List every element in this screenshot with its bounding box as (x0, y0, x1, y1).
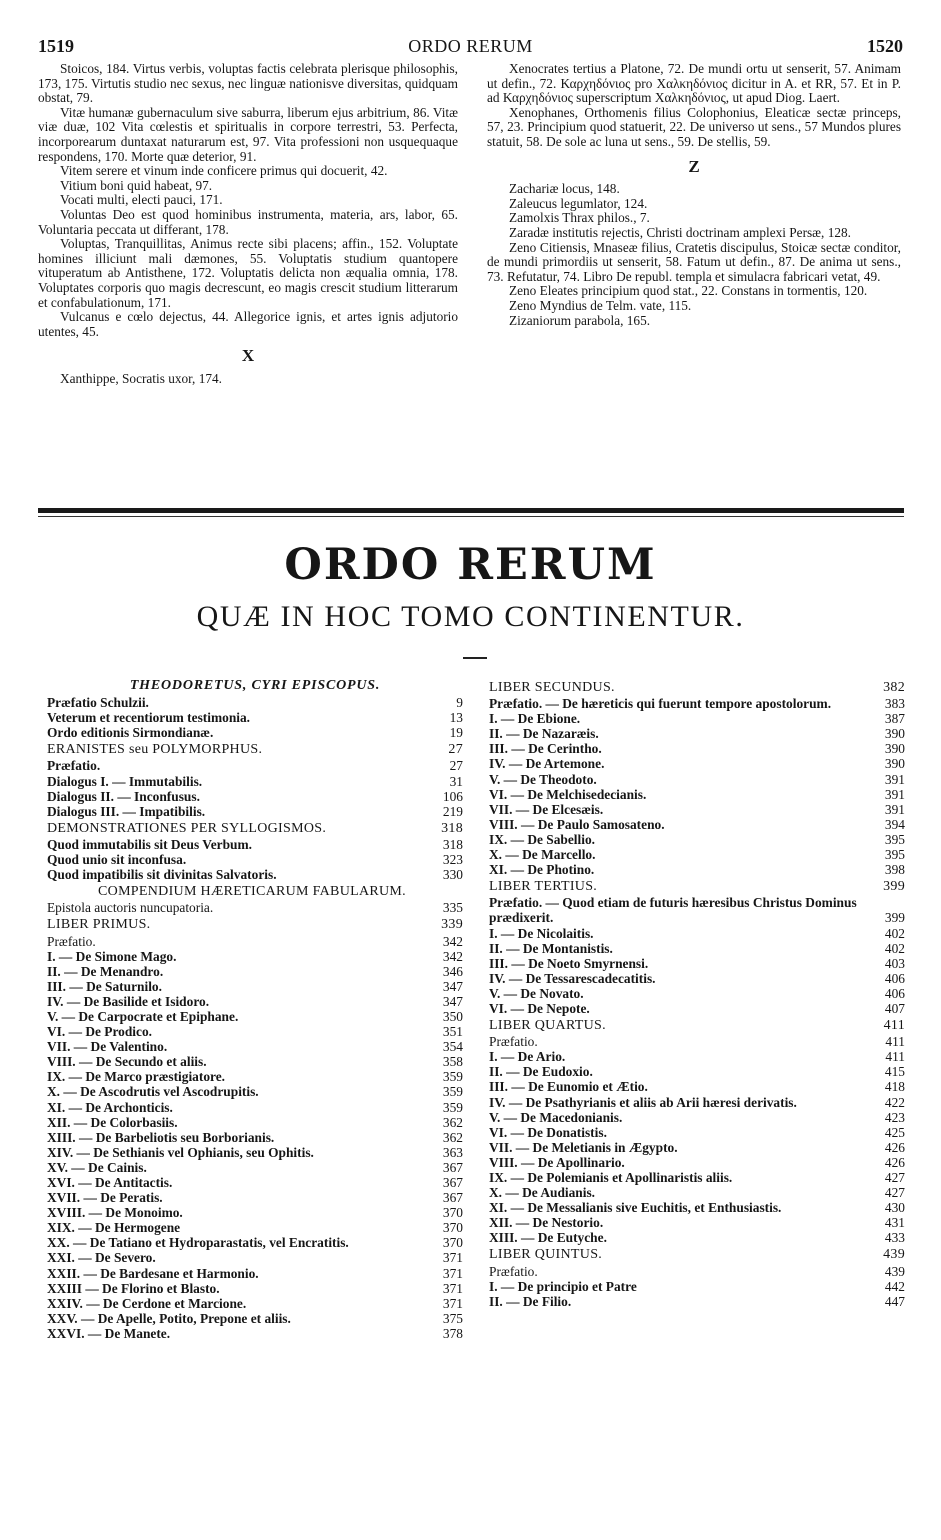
index-entries-x (38, 372, 458, 387)
contents-subtitle: QUÆ IN HOC TOMO CONTINENTUR. (196, 600, 745, 633)
toc-entry-title: Quod unio sit inconfusa. (47, 852, 187, 868)
toc-entry (47, 837, 463, 852)
toc-entry (489, 1264, 905, 1279)
toc-entry (47, 695, 463, 710)
toc-section-heading (489, 879, 905, 894)
toc-entry-page: 406 (884, 985, 905, 1001)
toc-entry-page: 426 (884, 1139, 905, 1155)
toc-entry (489, 1140, 905, 1155)
index-letter-x: X (241, 346, 255, 366)
toc-entry (47, 758, 463, 773)
toc-entry-page: 31 (449, 773, 463, 789)
toc-entry (47, 1145, 463, 1160)
toc-entry (489, 1200, 905, 1215)
index-entry: Vocati multi, electi pauci, 171. (60, 192, 223, 208)
toc-entry-title: III. — De Eunomio et Ætio. (489, 1079, 648, 1095)
toc-entry-title: I. — De principio et Patre (489, 1278, 637, 1294)
toc-entry (47, 1130, 463, 1145)
toc-entry (47, 1326, 463, 1341)
toc-entry-title: LIBER TERTIUS. (489, 879, 598, 895)
toc-entry-page: 407 (884, 1000, 905, 1016)
toc-entry-title: VIII. — De Apollinario. (489, 1154, 625, 1170)
toc-entry-title: DEMONSTRATIONES PER SYLLOGISMOS. (47, 820, 327, 836)
toc-entry-page: 415 (884, 1064, 905, 1080)
toc-entry-title: XXIV. — De Cerdone et Marcione. (47, 1295, 247, 1311)
toc-entry (47, 1084, 463, 1099)
running-head (38, 36, 903, 58)
toc-entry (47, 979, 463, 994)
toc-entry (489, 926, 905, 941)
toc-entry-title: V. — De Theodoto. (489, 771, 597, 787)
toc-entry-page: 106 (442, 788, 463, 804)
toc-entry (489, 1079, 905, 1094)
index-entries-z (487, 182, 901, 328)
toc-entry-page: 362 (442, 1129, 463, 1145)
toc-entry (489, 1155, 905, 1170)
toc-entry (489, 1001, 905, 1016)
toc-entry-title: IX. — De Marco præstigiatore. (47, 1069, 226, 1085)
toc-entry (47, 1069, 463, 1084)
toc-entry-page: 411 (885, 1049, 905, 1065)
toc-entry-title: IV. — De Artemone. (489, 756, 605, 772)
toc-entry-title: XV. — De Cainis. (47, 1159, 147, 1175)
toc-entry (47, 1205, 463, 1220)
toc-entry-title: VI. — De Donatistis. (489, 1124, 607, 1140)
toc-entry-title: IX. — De Sabellio. (489, 831, 596, 847)
toc-entry (489, 1125, 905, 1140)
toc-entry (47, 949, 463, 964)
toc-entry-title: XIX. — De Hermogene (47, 1220, 181, 1236)
toc-entry-page: 370 (442, 1205, 463, 1221)
toc-entry-title: Præfatio. (47, 933, 96, 949)
index-column-right (487, 62, 901, 328)
toc-entry (489, 986, 905, 1001)
toc-entry-page: 219 (442, 803, 463, 819)
toc-entry-title: XIII. — De Eutyche. (489, 1230, 607, 1246)
index-entry: Xanthippe, Socratis uxor, 174. (60, 370, 222, 386)
toc-entry-page: 425 (884, 1124, 905, 1140)
toc-entry-page: 27 (448, 742, 463, 758)
section-divider-thick (38, 508, 904, 513)
toc-entry-title: X. — De Marcello. (489, 847, 596, 863)
index-entry: Zeno Citiensis, Mnaseæ filius, Cratetis discipulus, Stoicæ sectæ conditor, de mundi primordiis ut senserit, 58. Fatum ut defin., 87. De anima ut sens., 73. Refutatur, 74. Libro De republ. templa et simulacra fabricari vetat, 49. (487, 239, 901, 284)
toc-entry (47, 1296, 463, 1311)
toc-entry (489, 1034, 905, 1049)
toc-entry-title: Dialogus III. — Impatibilis. (47, 803, 206, 819)
toc-section-heading (489, 1018, 905, 1033)
toc-entry-title: II. — De Nazaræis. (489, 726, 599, 742)
toc-entry (489, 1049, 905, 1064)
toc-entry-page: 399 (883, 879, 905, 895)
toc-entry-title: LIBER PRIMUS. (47, 917, 151, 933)
toc-entry-title: Præfatio. (489, 1034, 538, 1050)
toc-entry (489, 832, 905, 847)
toc-entry-title: XXII. — De Bardesane et Harmonio. (47, 1265, 259, 1281)
toc-entry-page: 346 (442, 963, 463, 979)
toc-entry (489, 847, 905, 862)
toc-entry (489, 1185, 905, 1200)
toc-entry-page: 367 (442, 1159, 463, 1175)
toc-entry-title: II. — De Eudoxio. (489, 1064, 593, 1080)
toc-entry (47, 804, 463, 819)
toc-entry-page: 391 (884, 786, 905, 802)
toc-section-heading (47, 917, 463, 932)
toc-entry (47, 964, 463, 979)
toc-entry-title: Præfatio. (47, 758, 101, 774)
toc-entry-title: Præfatio. — Quod etiam de futuris hæresibus Christus Dominus prædixerit. (489, 895, 857, 926)
index-entry: Xenophanes, Orthomenis filius Colophonius, Eleaticæ sectæ princeps, 57, 23. Principium quod statuerit, 22. De universo ut sens., 57 Mundos plures statuit, 58. De sole ac luna ut sens., 59. De stellis, 59. (487, 104, 901, 149)
toc-entry (489, 741, 905, 756)
index-entry: Vitium boni quid habeat, 97. (60, 177, 213, 193)
toc-entry-title: VI. — De Nepote. (489, 1000, 590, 1016)
toc-entry-page: 395 (884, 847, 905, 863)
toc-entry-page: 351 (442, 1024, 463, 1040)
toc-entry-page: 391 (884, 801, 905, 817)
toc-entry-page: 359 (442, 1084, 463, 1100)
toc-column-left (47, 678, 463, 1341)
toc-entry (47, 1220, 463, 1235)
toc-entry-page: 406 (884, 970, 905, 986)
toc-entry-title: Præfatio. (489, 1263, 538, 1279)
toc-entry (489, 1294, 905, 1309)
toc-entry (489, 1095, 905, 1110)
toc-entry (489, 895, 905, 925)
toc-entry-title: IV. — De Psathyrianis et aliis ab Arii hæresi derivatis. (489, 1094, 797, 1110)
index-entry: Zizaniorum parabola, 165. (509, 312, 651, 328)
toc-entry-page: 382 (883, 680, 905, 695)
toc-entry-title: VII. — De Elcesæis. (489, 801, 604, 817)
toc-entry-title: Dialogus II. — Inconfusus. (47, 788, 200, 804)
toc-entry-title: COMPENDIUM HÆRETICARUM FABULARUM. (98, 884, 406, 900)
toc-entry-title: XXIII — De Florino et Blasto. (47, 1280, 220, 1296)
toc-entry-title: Veterum et recentiorum testimonia. (47, 710, 251, 726)
toc-entry (489, 1279, 905, 1294)
toc-section-heading (47, 742, 463, 757)
page-number-left: 1519 (38, 36, 74, 56)
toc-entry-page: 375 (442, 1310, 463, 1326)
toc-entry-title: LIBER QUINTUS. (489, 1247, 603, 1263)
toc-entry-title: XVI. — De Antitactis. (47, 1175, 173, 1190)
toc-entry-page: 390 (884, 741, 905, 757)
toc-entry-page: 27 (449, 758, 463, 774)
index-entry: Voluptas, Tranquillitas, Animus recte sibi placens; affin., 152. Voluptate homines illiciunt mali dæmones, 55. Voluptatis studium quantopere vituperatum ab Antisthene, 172. Voluptatis delicta non æqualia omnia, 178. Voluptates corporis quo magis decrescunt, eo magis crescit studium litterarum et confabulationum, 171. (38, 236, 458, 310)
toc-entry-title: VII. — De Valentino. (47, 1039, 168, 1055)
toc-entry-page: 323 (442, 852, 463, 868)
toc-entry-page: 371 (442, 1250, 463, 1266)
toc-entry-page: 371 (442, 1280, 463, 1296)
toc-entry-page: 387 (884, 711, 905, 727)
toc-entry-page: 427 (884, 1170, 905, 1185)
toc-entry-title: IX. — De Polemianis et Apollinaristis aliis. (489, 1170, 733, 1185)
toc-entry-page: 390 (884, 726, 905, 742)
toc-entry-title: II. — De Menandro. (47, 963, 164, 979)
toc-entry (47, 1160, 463, 1175)
toc-entry (47, 774, 463, 789)
toc-entry-page: 347 (442, 993, 463, 1009)
toc-entry (47, 994, 463, 1009)
toc-entry-title: VIII. — De Paulo Samosateno. (489, 816, 665, 832)
toc-entry-page: 363 (442, 1144, 463, 1160)
toc-entry-page: 439 (884, 1263, 905, 1279)
toc-entry (47, 1190, 463, 1205)
index-entry: Xenocrates tertius a Platone, 72. De mundi ortu ut senserit, 57. Animam ut defin., 72. Καρχηδόνιος pro Χαλκηδόνιος dicitur in A. et RR, 57. Et in P. ad Καρχηδόνιος superscriptum Χαλκηδόνιος, ut apud Diog. Laert. (487, 61, 901, 106)
toc-entry (47, 1115, 463, 1130)
toc-entry-title: XVII. — De Peratis. (47, 1190, 163, 1206)
toc-entry (489, 1215, 905, 1230)
toc-entry-page: 354 (442, 1039, 463, 1055)
toc-entry-page: 423 (884, 1109, 905, 1125)
toc-entry (489, 1230, 905, 1245)
index-entries-x-cont (487, 62, 901, 150)
toc-entry (489, 696, 905, 711)
toc-entry-page: 371 (442, 1295, 463, 1311)
toc-entry-page: 402 (884, 940, 905, 956)
toc-entry (47, 1175, 463, 1190)
toc-entry-title: IV. — De Basilide et Isidoro. (47, 993, 210, 1009)
toc-entry (489, 862, 905, 877)
toc-entry (47, 1009, 463, 1024)
toc-entry-title: XXV. — De Apelle, Potito, Prepone et aliis. (47, 1310, 291, 1326)
index-column-left (38, 62, 458, 386)
index-entry: Voluntas Deo est quod hominibus instrumenta, materia, ars, labor, 65. Voluntaria peccata ut differant, 178. (38, 206, 458, 237)
toc-entry-title: VI. — De Melchisedecianis. (489, 786, 647, 802)
toc-entry (489, 711, 905, 726)
toc-entry-page: 426 (884, 1154, 905, 1170)
toc-entry (489, 956, 905, 971)
toc-entry-page: 433 (884, 1230, 905, 1246)
toc-entry-page: 439 (883, 1247, 905, 1263)
toc-entry (489, 772, 905, 787)
toc-section-heading (47, 821, 463, 836)
index-entry: Vitem serere et vinum inde conficere primus qui docuerit, 42. (60, 163, 388, 179)
toc-entry-title: X. — De Ascodrutis vel Ascodrupitis. (47, 1084, 259, 1100)
toc-entry (489, 817, 905, 832)
toc-entry-title: III. — De Cerintho. (489, 741, 602, 757)
index-entry: Stoicos, 184. Virtus verbis, voluptas factis celebrata plerisque philosophis, 173, 175. Virtutis studio nec sexus, nec linguæ nationisve diversitas, quidquam obstat, 79. (38, 61, 458, 106)
toc-entry-page: 339 (441, 917, 463, 933)
index-entry: Vitæ humanæ gubernaculum sive saburra, liberum ejus arbitrium, 86. Vitæ viæ duæ, 102 Vita cœlestis et spiritualis in corpore terrestri, 53. Perfecta, incorporearum duntaxat naturarum est, 97. Vita professioni non usquequaque respondens, 170. Morte quæ deterior, 91. (38, 104, 458, 164)
toc-entry-page: 394 (884, 816, 905, 832)
toc-entry-title: I. — De Nicolaitis. (489, 925, 594, 941)
toc-entry-page: 371 (442, 1265, 463, 1281)
toc-entry-page: 411 (885, 1034, 905, 1050)
toc-entry (47, 1281, 463, 1296)
index-entry: Zeno Eleates principium quod stat., 22. Constans in tormentis, 120. (509, 283, 868, 299)
toc-entry-title: III. — De Noeto Smyrnensi. (489, 955, 649, 971)
toc-entry-page: 318 (441, 820, 463, 836)
toc-entry-page: 370 (442, 1235, 463, 1251)
toc-entry-page: 350 (442, 1008, 463, 1024)
page-number-right: 1520 (867, 36, 903, 56)
toc-entry-page: 418 (884, 1079, 905, 1095)
toc-entry-page: 378 (442, 1325, 463, 1341)
toc-entry (47, 1024, 463, 1039)
index-entries-v (38, 62, 458, 339)
toc-entry-title: I. — De Ario. (489, 1049, 566, 1065)
toc-entry-title: XX. — De Tatiano et Hydroparastatis, vel Encratitis. (47, 1235, 349, 1251)
toc-entry (47, 1311, 463, 1326)
toc-entry (489, 1110, 905, 1125)
toc-entry-title: VI. — De Prodico. (47, 1024, 153, 1040)
toc-entry-page: 367 (442, 1190, 463, 1206)
toc-entry-page: 330 (442, 867, 463, 883)
section-divider-thin (38, 516, 904, 517)
toc-entry (47, 710, 463, 725)
toc-entry (47, 1266, 463, 1281)
toc-entry-page: 362 (442, 1114, 463, 1130)
toc-entry-page: 427 (884, 1185, 905, 1201)
toc-entry-page: 19 (449, 725, 463, 741)
toc-entry (489, 756, 905, 771)
toc-entry-page: 411 (883, 1018, 905, 1034)
toc-author-heading: THEODORETUS, CYRI EPISCOPUS. (129, 678, 381, 693)
toc-entry-page: 13 (449, 710, 463, 726)
index-letter-z: Z (688, 156, 700, 176)
toc-entry (47, 900, 463, 915)
contents-title: ORDO RERUM (284, 540, 657, 590)
index-entry: Vulcanus e cœlo dejectus, 44. Allegorice ignis, et artes ignis adjutorio utentes, 45. (38, 309, 458, 339)
toc-entry-title: I. — De Simone Mago. (47, 948, 177, 964)
toc-entry (489, 1064, 905, 1079)
toc-entry-page: 422 (884, 1094, 905, 1110)
toc-entry (47, 852, 463, 867)
toc-entry-title: Epistola auctoris nuncupatoria. (47, 900, 214, 916)
toc-entry-title: XI. — De Messalianis sive Euchitis, et Enthusiastis. (489, 1200, 782, 1216)
toc-entry-title: III. — De Saturnilo. (47, 978, 162, 994)
toc-entry-page: 342 (442, 933, 463, 949)
toc-section-heading (489, 680, 905, 695)
toc-entry-title: ERANISTES seu POLYMORPHUS. (47, 742, 263, 758)
index-entry: Zaradæ institutis rejectis, Christi doctrinam amplexi Persæ, 128. (509, 224, 851, 240)
toc-entry (47, 867, 463, 882)
title-dash (463, 657, 487, 659)
toc-entry-title: XXI. — De Severo. (47, 1250, 156, 1266)
toc-entry-title: II. — De Filio. (489, 1293, 572, 1309)
toc-entry (489, 726, 905, 741)
toc-entry-title: XI. — De Photino. (489, 862, 595, 878)
toc-entry-page: 370 (442, 1220, 463, 1236)
toc-entry-page: 390 (884, 756, 905, 772)
toc-entry-page: 391 (884, 771, 905, 787)
toc-entry-page: 430 (884, 1200, 905, 1216)
toc-entry (489, 802, 905, 817)
toc-entry-title: X. — De Audianis. (489, 1185, 596, 1201)
toc-entry-title: XXVI. — De Manete. (47, 1325, 171, 1341)
toc-entry-page: 442 (884, 1278, 905, 1294)
toc-entry-title: VIII. — De Secundo et aliis. (47, 1054, 207, 1070)
toc-entry-title: Quod impatibilis sit divinitas Salvatoris. (47, 867, 277, 883)
toc-entry-page: 359 (442, 1069, 463, 1085)
toc-entry (47, 1100, 463, 1115)
toc-entry-title: XIII. — De Barbeliotis seu Borborianis. (47, 1129, 275, 1145)
toc-entry-title: V. — De Macedonianis. (489, 1109, 623, 1125)
index-entry: Zamolxis Thrax philos., 7. (509, 210, 650, 226)
toc-entry (47, 725, 463, 740)
toc-entry-page: 347 (442, 978, 463, 994)
toc-entry-page: 402 (884, 925, 905, 941)
toc-entry (489, 941, 905, 956)
toc-section-heading (47, 884, 463, 899)
toc-entry (47, 1054, 463, 1069)
toc-entry-page: 318 (442, 836, 463, 852)
toc-entry-page: 358 (442, 1054, 463, 1070)
toc-entry-title: V. — De Novato. (489, 985, 584, 1001)
toc-entry (47, 1039, 463, 1054)
toc-entry-title: XII. — De Colorbasiis. (47, 1114, 178, 1130)
index-entry: Zeno Myndius de Telm. vate, 115. (509, 297, 692, 313)
toc-entry-title: Ordo editionis Sirmondianæ. (47, 725, 214, 741)
toc-section-heading (489, 1247, 905, 1262)
toc-entry-page: 383 (884, 696, 905, 712)
index-entry: Zachariæ locus, 148. (509, 181, 620, 197)
toc-entry-title: II. — De Montanistis. (489, 940, 613, 956)
toc-entry (47, 1235, 463, 1250)
toc-entry-title: Quod immutabilis sit Deus Verbum. (47, 836, 252, 852)
index-entry: Zaleucus legumlator, 124. (509, 195, 648, 211)
toc-entry-page: 431 (884, 1215, 905, 1231)
toc-entry-title: XVIII. — De Monoimo. (47, 1205, 183, 1221)
toc-entry-title: XIV. — De Sethianis vel Ophianis, seu Ophitis. (47, 1144, 314, 1160)
toc-entry-title: VII. — De Meletianis in Ægypto. (489, 1139, 678, 1155)
toc-entry (47, 789, 463, 804)
toc-entry-title: XII. — De Nestorio. (489, 1215, 604, 1231)
toc-entry-page: 9 (456, 695, 463, 711)
toc-entry-title: LIBER QUARTUS. (489, 1018, 606, 1034)
toc-entry (47, 1250, 463, 1265)
toc-entry-title: Præfatio. — De hæreticis qui fuerunt tempore apostolorum. (489, 696, 832, 712)
toc-entry-page: 395 (884, 831, 905, 847)
toc-entry-title: XI. — De Archonticis. (47, 1099, 173, 1115)
toc-entry-page: 359 (442, 1099, 463, 1115)
toc-entry-page: 342 (442, 948, 463, 964)
toc-entry (489, 971, 905, 986)
toc-entry (489, 787, 905, 802)
toc-entry-page: 399 (884, 910, 905, 926)
toc-entry-page: 403 (884, 955, 905, 971)
toc-entry-title: Præfatio Schulzii. (47, 695, 149, 711)
toc-entry-title: I. — De Ebione. (489, 711, 581, 727)
toc-entry-page: 367 (442, 1175, 463, 1190)
toc-entry-page: 398 (884, 862, 905, 878)
running-head-title: ORDO RERUM (408, 36, 533, 56)
toc-entry (489, 1170, 905, 1185)
toc-entry-title: LIBER SECUNDUS. (489, 680, 615, 695)
toc-entry-page: 335 (442, 900, 463, 916)
toc-entry-title: V. — De Carpocrate et Epiphane. (47, 1008, 239, 1024)
toc-entry-page: 447 (884, 1293, 905, 1309)
toc-entry-title: Dialogus I. — Immutabilis. (47, 773, 203, 789)
toc-column-right (489, 678, 905, 1309)
toc-entry-title: IV. — De Tessarescadecatitis. (489, 970, 656, 986)
toc-entry (47, 934, 463, 949)
